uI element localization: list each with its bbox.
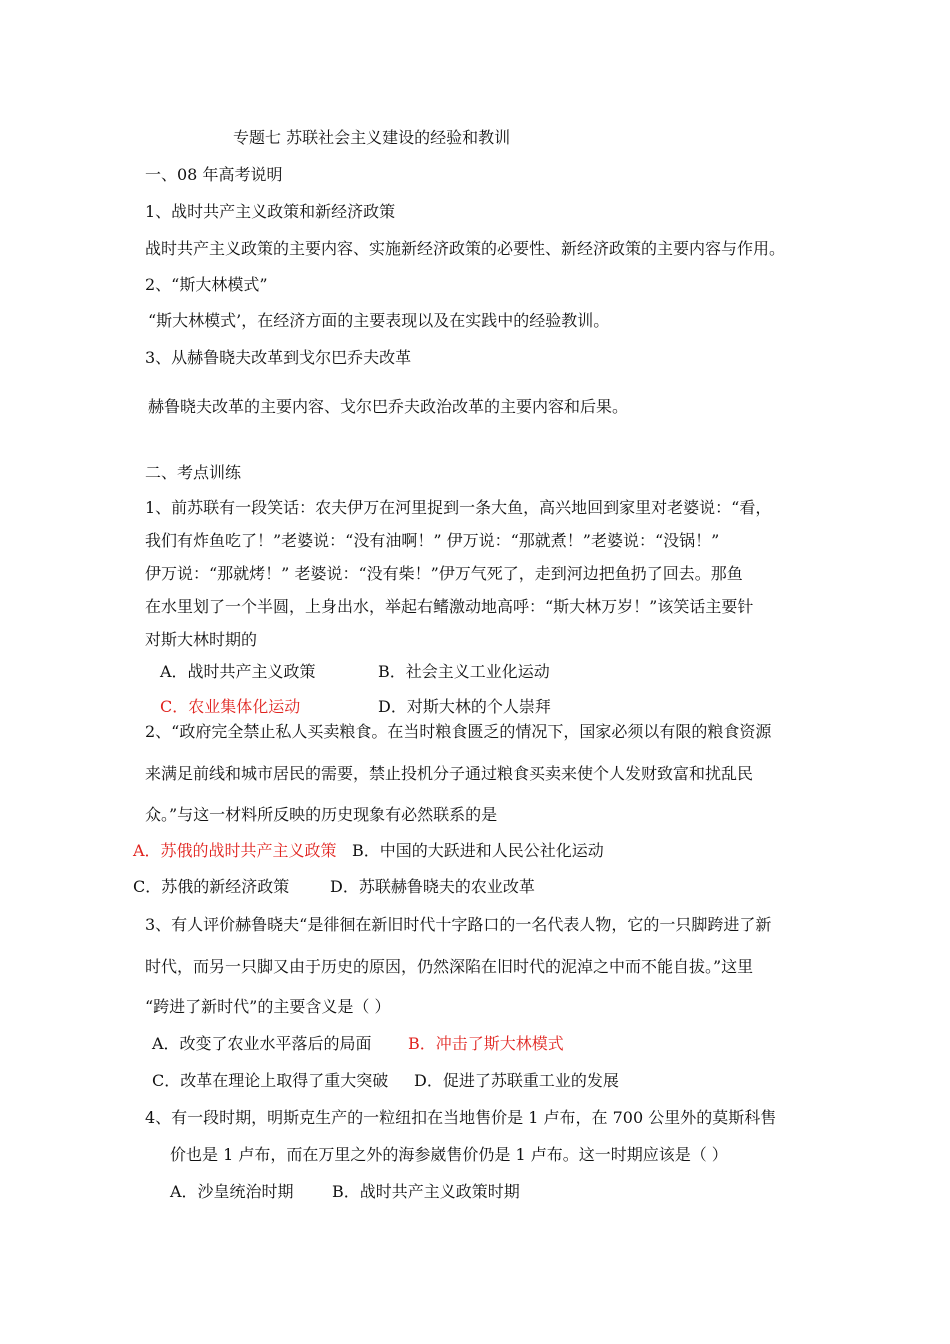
q1-text-line: 在水里划了一个半圆，上身出水，举起右鳍激动地高呼：“斯大林万岁！”该笑话主要针 bbox=[145, 597, 754, 616]
section1-item1-body: 战时共产主义政策的主要内容、实施新经济政策的必要性、新经济政策的主要内容与作用。 bbox=[145, 239, 786, 258]
q3-option-a: A．改变了农业水平落后的局面 bbox=[152, 1034, 372, 1053]
q3-option-d: D．促进了苏联重工业的发展 bbox=[414, 1071, 619, 1090]
q3-option-b: B．冲击了斯大林模式 bbox=[408, 1034, 564, 1053]
q2-text-line: 来满足前线和城市居民的需要，禁止投机分子通过粮食买卖来使个人发财致富和扰乱民 bbox=[145, 764, 754, 783]
q1-option-b: B．社会主义工业化运动 bbox=[378, 662, 550, 681]
section1-heading: 一、08 年高考说明 bbox=[145, 165, 283, 184]
q2-option-d: D．苏联赫鲁晓夫的农业改革 bbox=[330, 877, 535, 896]
q1-text-line: 对斯大林时期的 bbox=[145, 630, 258, 649]
q1-text-line: 伊万说：“那就烤！” 老婆说：“没有柴！”伊万气死了，走到河边把鱼扔了回去。那鱼 bbox=[145, 564, 743, 583]
q2-option-a: A．苏俄的战时共产主义政策 bbox=[133, 841, 337, 860]
section2-heading: 二、考点训练 bbox=[145, 463, 242, 482]
section1-item2-body: “斯大林模式’，在经济方面的主要表现以及在实践中的经验教训。 bbox=[148, 311, 610, 330]
q1-text-line: 1、前苏联有一段笑话：农夫伊万在河里捉到一条大鱼，高兴地回到家里对老婆说：“看， bbox=[145, 498, 772, 517]
q1-option-c: C．农业集体化运动 bbox=[160, 697, 301, 716]
q4-text-line: 价也是 1 卢布，而在万里之外的海参崴售价仍是 1 卢布。这一时期应该是（ ） bbox=[170, 1145, 728, 1164]
q2-option-c: C．苏俄的新经济政策 bbox=[133, 877, 290, 896]
q2-text-line: 众。”与这一材料所反映的历史现象有必然联系的是 bbox=[145, 805, 498, 824]
q2-text-line: 2、“政府完全禁止私人买卖粮食。在当时粮食匮乏的情况下，国家必须以有限的粮食资源 bbox=[145, 722, 772, 741]
q3-text-line: 时代，而另一只脚又由于历史的原因，仍然深陷在旧时代的泥淖之中而不能自拔。”这里 bbox=[145, 957, 754, 976]
q3-text-line: 3、有人评价赫鲁晓夫“是徘徊在新旧时代十字路口的一名代表人物，它的一只脚跨进了新 bbox=[145, 915, 772, 934]
q3-option-c: C．改革在理论上取得了重大突破 bbox=[152, 1071, 389, 1090]
section1-item1-title: 1、战时共产主义政策和新经济政策 bbox=[145, 202, 396, 221]
section1-item3-title: 3、从赫鲁晓夫改革到戈尔巴乔夫改革 bbox=[145, 348, 412, 367]
q4-option-b: B．战时共产主义政策时期 bbox=[332, 1182, 520, 1201]
q2-option-b: B．中国的大跃进和人民公社化运动 bbox=[352, 841, 604, 860]
q3-text-line: “跨进了新时代”的主要含义是（ ） bbox=[145, 997, 391, 1016]
q4-option-a: A．沙皇统治时期 bbox=[170, 1182, 294, 1201]
section1-item3-body: 赫鲁晓夫改革的主要内容、戈尔巴乔夫政治改革的主要内容和后果。 bbox=[148, 397, 629, 416]
q1-text-line: 我们有炸鱼吃了！”老婆说：“没有油啊！” 伊万说：“那就煮！”老婆说：“没锅！” bbox=[145, 531, 720, 550]
q4-text-line: 4、有一段时期，明斯克生产的一粒纽扣在当地售价是 1 卢布，在 700 公里外的莫斯科售 bbox=[145, 1108, 777, 1127]
q1-option-a: A．战时共产主义政策 bbox=[160, 662, 316, 681]
page-title: 专题七 苏联社会主义建设的经验和教训 bbox=[233, 128, 511, 147]
section1-item2-title: 2、“斯大林模式” bbox=[145, 275, 268, 294]
q1-option-d: D．对斯大林的个人崇拜 bbox=[378, 697, 551, 716]
